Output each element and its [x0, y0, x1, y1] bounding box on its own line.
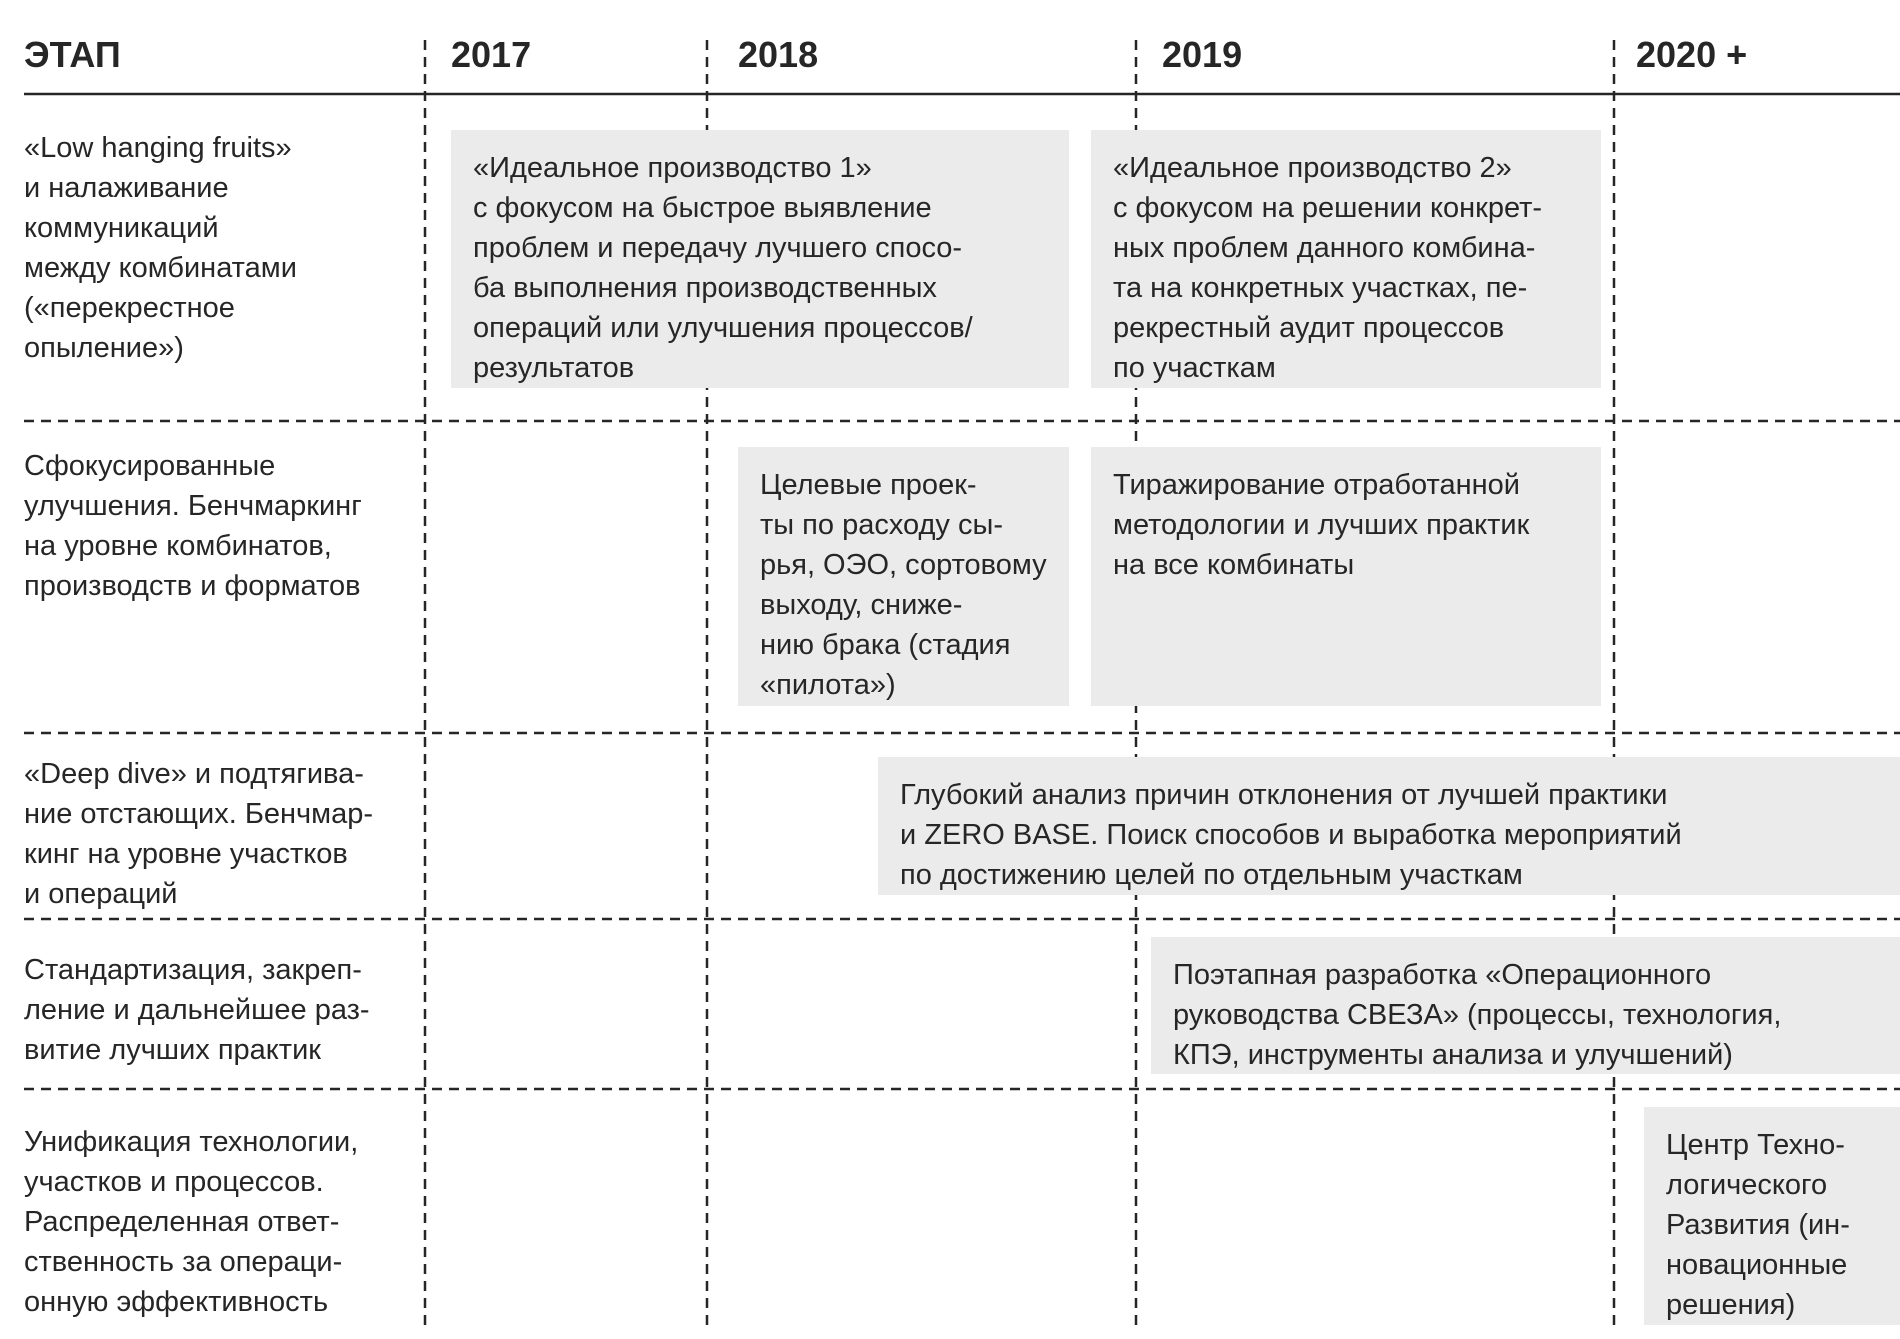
- year-header-2019: 2019: [1162, 34, 1243, 75]
- activity-operations-manual: Поэтапная разработка «Операционного руководства СВЕЗА» (процессы, технология, КПЭ, инструменты анализа и улучшений): [1151, 937, 1900, 1074]
- activity-replication: Тиражирование отработанной методологии и лучших практик на все комбинаты: [1091, 447, 1601, 706]
- stage-3: «Deep dive» и подтягива- ние отстающих. Бенчмар- кинг на уровне участков и операций: [24, 758, 373, 910]
- stage-5: Унификация технологии, участков и процессов. Распределенная ответ- ственность за операци- онную эффективность: [24, 1126, 359, 1318]
- stage-4: Стандартизация, закреп- ление и дальнейшее раз- витие лучших практик: [24, 954, 370, 1066]
- activity-target-projects: Целевые проек- ты по расходу сы- рья, ОЭО, сортовому выходу, сниже- нию брака (стадия «пилота»): [738, 447, 1069, 706]
- year-header-2018: 2018: [738, 34, 819, 75]
- activity-deep-analysis: Глубокий анализ причин отклонения от лучшей практики и ZERO BASE. Поиск способов и выработка мероприятий по достижению целей по отдельным участкам: [878, 757, 1900, 895]
- stage-2: Сфокусированные улучшения. Бенчмаркинг на уровне комбинатов, производств и форматов: [24, 450, 362, 602]
- year-header-2020-plus: 2020 +: [1636, 34, 1748, 75]
- activity-ideal-production-1: «Идеальное производство 1» с фокусом на быстрое выявление проблем и передачу лучшего спосо- ба выполнения производственных операций или улучшения процессов/ результатов: [451, 130, 1069, 388]
- stage-column-header: ЭТАП: [24, 34, 121, 75]
- year-header-2017: 2017: [451, 34, 532, 75]
- activity-tech-center: Центр Техно- логического Развития (ин- новационные решения): [1644, 1107, 1900, 1325]
- activity-ideal-production-2: «Идеальное производство 2» с фокусом на решении конкрет- ных проблем данного комбина- та на конкретных участках, пе- рекрестный аудит процессов по участкам: [1091, 130, 1601, 388]
- stage-1: «Low hanging fruits» и налаживание коммуникаций между комбинатами («перекрестное опыление»): [24, 132, 297, 364]
